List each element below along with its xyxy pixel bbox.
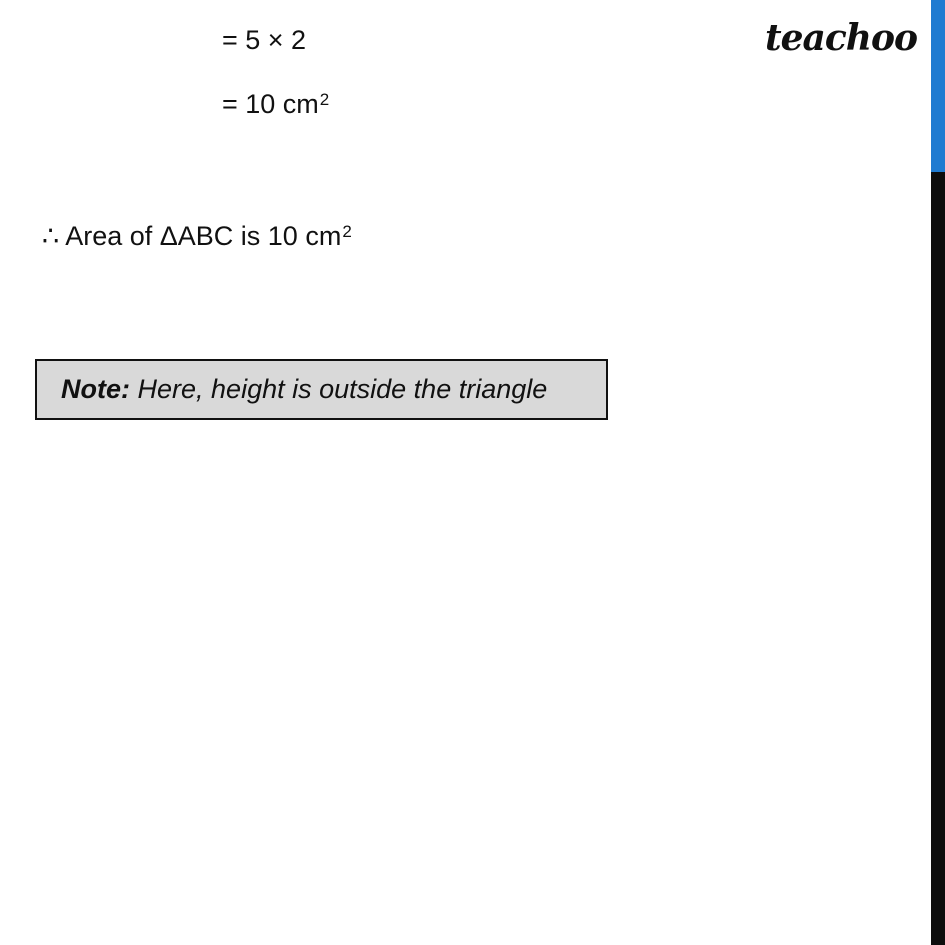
- note-box: [35, 359, 608, 420]
- equation-line-2: [222, 88, 329, 120]
- equation-line-2-exponent: 2: [319, 90, 330, 109]
- equation-line-2-text: = 10 cm: [222, 89, 319, 119]
- equation-line-1-text: = 5 × 2: [222, 25, 307, 55]
- teachoo-logo: teachoo: [765, 17, 917, 59]
- equation-line-1: [222, 24, 306, 56]
- conclusion-exponent: 2: [342, 222, 352, 241]
- scrollbar-thumb[interactable]: [931, 0, 945, 172]
- conclusion-text: ∴ Area of ΔABC is 10 cm: [42, 221, 342, 251]
- note-text: Here, height is outside the triangle: [137, 374, 548, 404]
- conclusion-line: [42, 220, 352, 252]
- note-label: Note:: [61, 374, 130, 404]
